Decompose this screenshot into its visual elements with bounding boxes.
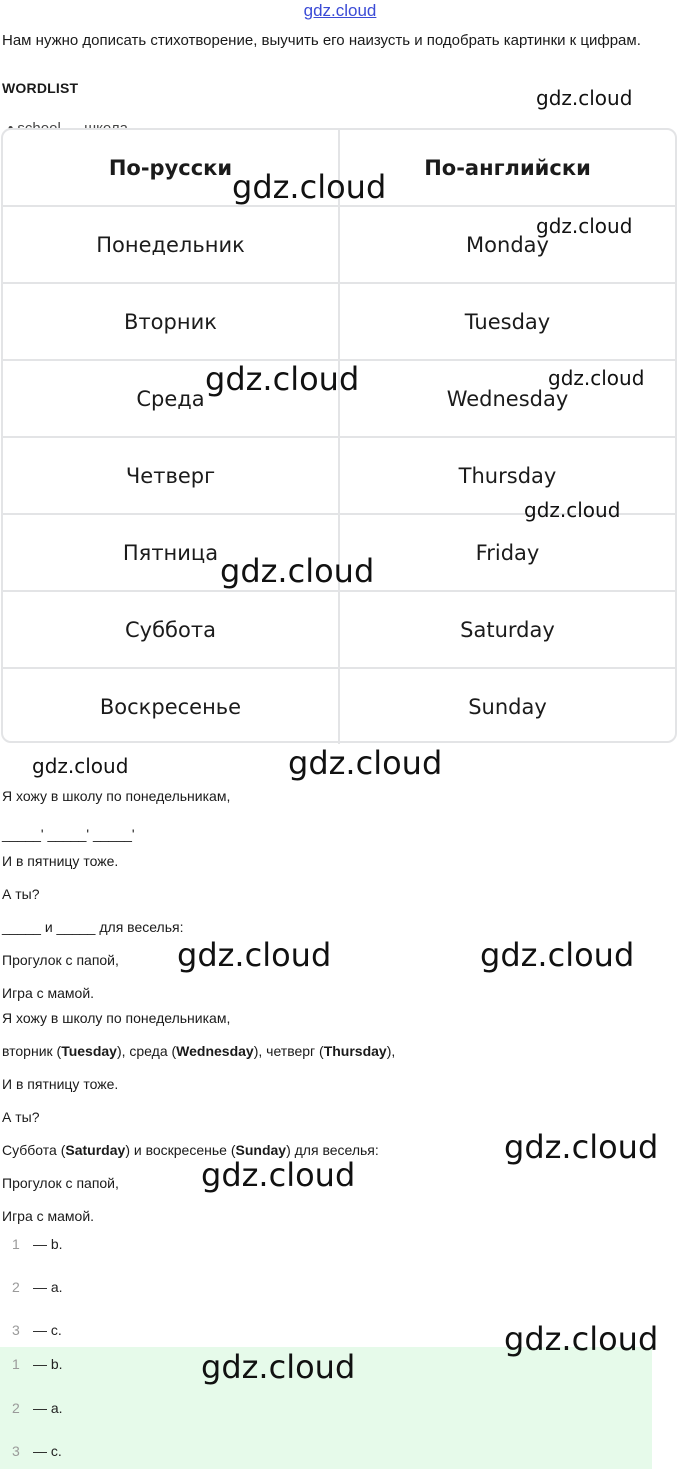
site-link[interactable]: gdz.cloud	[303, 1, 377, 20]
poem-line: И в пятницу тоже.	[2, 853, 119, 869]
item-text: — c.	[33, 1443, 62, 1459]
item-number: 3	[12, 1322, 20, 1338]
watermark: gdz.cloud	[177, 936, 332, 974]
table-cell-english: Thursday	[339, 437, 675, 514]
table-cell-english: Monday	[339, 206, 675, 283]
table-cell-russian: Четверг	[3, 437, 339, 514]
table-cell-russian: Среда	[3, 360, 339, 437]
poem-line-blanks: _____ и _____ для веселья:	[2, 919, 184, 935]
column-header-english: По-английски	[339, 130, 675, 206]
watermark: gdz.cloud	[32, 754, 129, 778]
table-cell-english: Saturday	[339, 591, 675, 668]
watermark: gdz.cloud	[504, 1320, 659, 1358]
poem-line-blanks: _____' _____' _____'	[2, 826, 135, 842]
list-item	[0, 1236, 680, 1266]
item-text: — c.	[33, 1322, 62, 1338]
answer-poem-line: вторник (Tuesday), среда (Wednesday), четверг (Thursday),	[2, 1043, 396, 1059]
answer-poem-line: А ты?	[2, 1109, 40, 1125]
answer-poem-line: Я хожу в школу по понедельникам,	[2, 1010, 231, 1026]
watermark: gdz.cloud	[548, 366, 645, 390]
item-text: — b.	[33, 1356, 63, 1372]
table-cell-russian: Суббота	[3, 591, 339, 668]
poem-line: А ты?	[2, 886, 40, 902]
item-number: 1	[12, 1356, 20, 1372]
answer-poem-line: Суббота (Saturday) и воскресенье (Sunday) для веселья:	[2, 1142, 379, 1158]
watermark: gdz.cloud	[480, 936, 635, 974]
answer-list-item	[0, 1443, 680, 1473]
item-text: — a.	[33, 1400, 63, 1416]
table-cell-russian: Воскресенье	[3, 668, 339, 744]
table-row	[3, 283, 675, 360]
item-number: 2	[12, 1400, 20, 1416]
wordlist-heading: WORDLIST	[2, 80, 79, 96]
answer-poem-line: Игра с мамой.	[2, 1208, 95, 1224]
table-cell-english: Friday	[339, 514, 675, 591]
watermark: gdz.cloud	[524, 498, 621, 522]
watermark: gdz.cloud	[288, 744, 443, 782]
item-text: — b.	[33, 1236, 63, 1252]
table-cell-english: Tuesday	[339, 283, 675, 360]
column-header-russian: По-русски	[3, 130, 339, 206]
watermark: gdz.cloud	[201, 1156, 356, 1194]
answer-poem-line: Прогулок с папой,	[2, 1175, 119, 1191]
item-number: 2	[12, 1279, 20, 1295]
table-cell-russian: Понедельник	[3, 206, 339, 283]
watermark: gdz.cloud	[232, 168, 387, 206]
item-number: 3	[12, 1443, 20, 1459]
table-row	[3, 591, 675, 668]
table-cell-english: Sunday	[339, 668, 675, 744]
answer-list-item	[0, 1400, 680, 1430]
item-text: — a.	[33, 1279, 63, 1295]
table-row	[3, 668, 675, 744]
wordlist-item	[8, 116, 128, 128]
task-intro: Нам нужно дописать стихотворение, выучить его наизусть и подобрать картинки к цифрам.	[2, 32, 641, 49]
item-number: 1	[12, 1236, 20, 1252]
watermark: gdz.cloud	[201, 1348, 356, 1386]
poem-line: Прогулок с папой,	[2, 952, 119, 968]
watermark: gdz.cloud	[205, 360, 360, 398]
watermark: gdz.cloud	[504, 1128, 659, 1166]
list-item	[0, 1279, 680, 1309]
table-cell-english: Wednesday	[339, 360, 675, 437]
watermark: gdz.cloud	[220, 552, 375, 590]
table-cell-russian: Пятница	[3, 514, 339, 591]
poem-line: Я хожу в школу по понедельникам,	[2, 788, 231, 804]
answer-poem-line: И в пятницу тоже.	[2, 1076, 119, 1092]
watermark: gdz.cloud	[536, 86, 633, 110]
table-cell-russian: Вторник	[3, 283, 339, 360]
watermark: gdz.cloud	[536, 214, 633, 238]
poem-line: Игра с мамой.	[2, 985, 95, 1001]
